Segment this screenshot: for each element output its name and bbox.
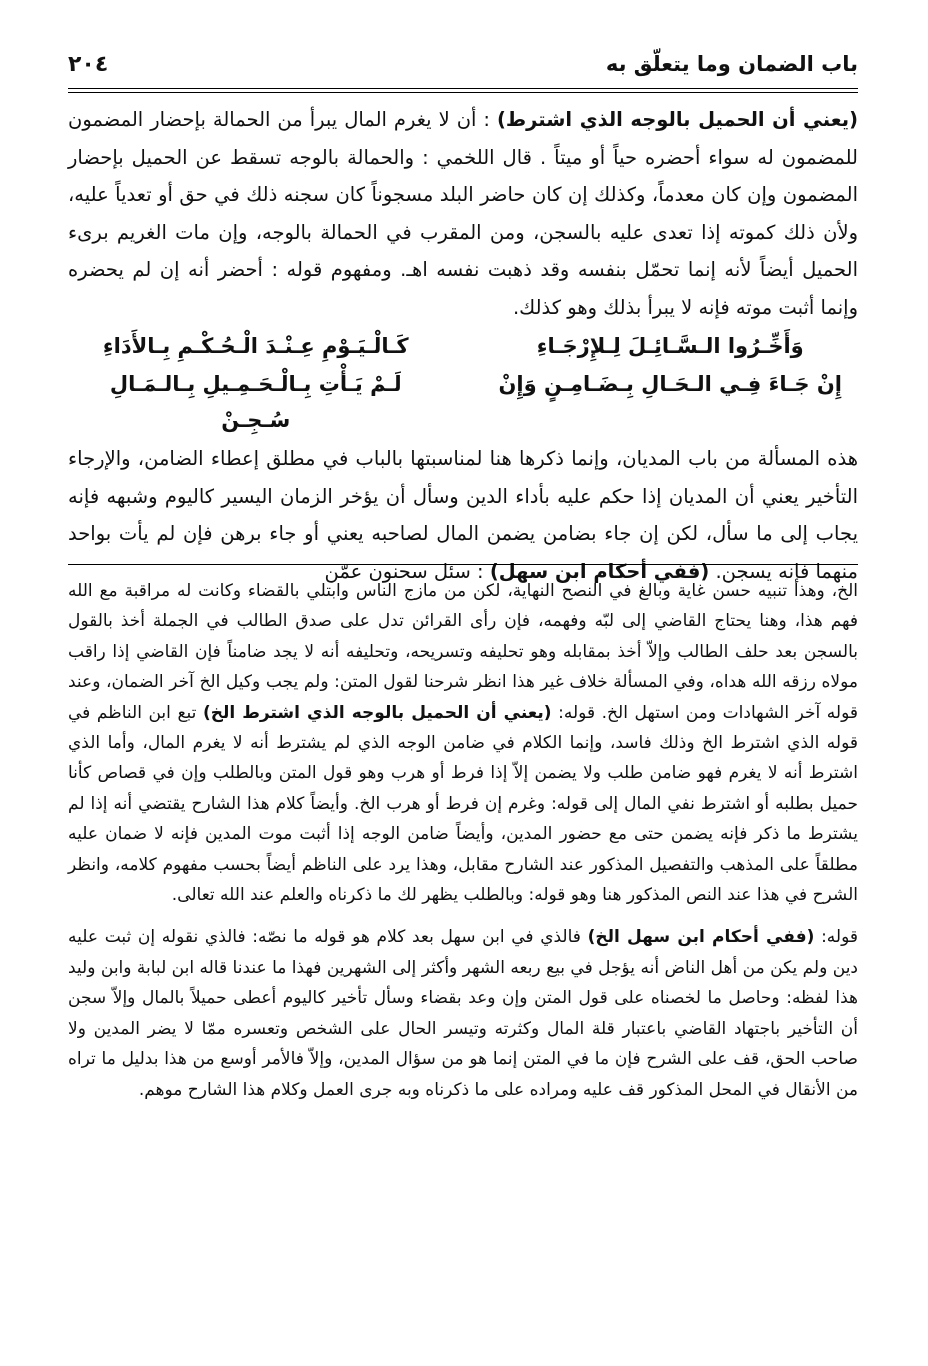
bold-phrase: (يعني أن الحميل بالوجه الذي اشترط) bbox=[497, 108, 858, 131]
body-paragraph-2 bbox=[68, 440, 858, 590]
footnotes bbox=[68, 576, 858, 1105]
running-header bbox=[68, 52, 858, 88]
footnote-text: تبع ابن الناظم في قوله الذي اشترط الخ وذلك فاسد، وإنما الكلام في ضامن الوجه الذي لم يشترط أنه لا يغرم المال، وأما الذي اشترط أنه لا يغرم فهو ضامن طلب ولا يضمن إلاّ إذا فرط أو هرب وهو قول المتن وبالطلب وإن في قصاص كأنا حميل بطلبه أو اشترط نفي المال إلى قوله: وغرم إن فرط أو هرب الخ. وأيضاً كلام هذا الشارح يقتضي أنه إذا لم يشترط ما ذكر فإنه يضمن حتى مع حضور المدين، وأيضاً ضامن الوجه إذا أثبت موت المدين فإنه لا ضمان عليه مطلقاً على المذهب والتفصيل المذكور عند الشارح مقابل، وهذا يرد على الناظم أيضاً بحسب مفهوم كلامه، وانظر الشرح في هذا عند النص المذكور هنا وهو قوله: وبالطلب يظهر لك ما ذكرناه والعلم عند الله تعالى. bbox=[68, 702, 858, 906]
footnote-separator bbox=[68, 564, 858, 565]
footnote-lead: قوله: bbox=[821, 927, 859, 948]
body-paragraph-1 bbox=[68, 101, 858, 326]
paragraph-text: : أن لا يغرم المال يبرأ من الحمالة بإحضار المضمون للمضمون له سواء أحضره حياً أو ميتاً . قال اللخمي : والحمالة بالوجه تسقط عن الحميل بإحضار المضمون وإن كان معدماً، وكذلك إن كان حاضر البلد مسجوناً كان سجنه ذلك في حق أو تعدياً عليه، ولأن ذلك كموته إذا تعدى عليه بالسجن، ومن المقرب في الحمالة بالوجه، وإن مات الغريم برىء الحميل أيضاً لأنه إنما تحمّل بنفسه وقد ذهبت نفسه اهـ. ومفهوم قوله : أحضر أنه إن لم يحضره وإنما أثبت موته فإنه لا يبرأ بذلك وهو كذلك. bbox=[68, 108, 858, 319]
bold-phrase: (يعني أن الحميل بالوجه الذي اشترط الخ) bbox=[202, 702, 552, 723]
verse-hemistich-left: لَـمْ يَـأْتِ بِـالْـحَـمِـيلِ بِـالـمَـالِ سُـجِـنْ bbox=[109, 372, 402, 432]
footnote-2 bbox=[68, 922, 858, 1104]
footnote-text: فالذي في ابن سهل بعد كلام هو قوله ما نصّه: فالذي نقوله إن ثبت عليه دين ولم يكن من أهل الناض أنه يؤجل في بيع ربعه الشهر وأكثر إلى الشهرين فهذا ما عندنا قاله ابن لبابة وابن وليد هذا لفظه: وحاصل ما لخصناه على قول المتن وإن وعد بقضاء وسأل تأخير كاليوم أعطى حميلاً بالمال وإلاّ سجن أن التأخير باجتهاد القاضي باعتبار قلة المال وكثرته وتيسر الحال على الشخص وتعسره ممّا لا يضر المدين ولا صاحب الحق، قف على الشرح فإن ما في المتن إنما هو من سؤال المدين، وإلاّ فالأمر أوسع من هذا بدليل ما تراه من الأنقال في المحل المذكور قف عليه ومراده على ما ذكرناه وبه جرى العمل وكلام هذا الشارح موهم. bbox=[68, 927, 858, 1100]
paragraph-text: هذه المسألة من باب المديان، وإنما ذكرها هنا لمناسبتها بالباب في مطلق إعطاء الضامن، والإرجاء التأخير يعني أن المديان إذا حكم عليه بأداء الدين وسأل أن يؤخر الزمان اليسير كاليوم وشبهه فإنه يجاب إلى ما سأل، لكن إن جاء بضامن يضمن المال لصاحبه يعني أو جاء برهن فإن لم يأت بواحد منهما فإنه يسجن. bbox=[68, 447, 858, 583]
chapter-title: باب الضمان وما يتعلّق به bbox=[605, 52, 858, 76]
verse-line-2 bbox=[72, 366, 854, 438]
page-number: ٢٠٤ bbox=[68, 52, 109, 77]
footnote-text: الخ، وهذا تنبيه حسن غاية وبالغ في النصح النهاية، لكن من مازج الناس وابتلي بالقضاء وكانت له مراقبة مع الله فهم هذا، وهنا يحتاج القاضي إلى لبّه وفهمه، فإن رأى القرائن تدل على صدق الطالب في الجملة أخذ بالقول بالسجن بعد حلف الطالب وإلاّ أخذ بمقابله وهو تحليفه وتسريحه، وتحليفه أنه لا يجد ضامناً فإن القاضي إذا راقب مولاه رزقه الله هداه، وفي المسألة خلاف غير هذا انظر شرحنا لقول المتن: ولم يجب وكيل الخ آخر الضمان، وعند قوله آخر الشهادات ومن استهل الخ. قوله: bbox=[68, 581, 859, 723]
footnote-1 bbox=[68, 576, 858, 910]
bold-phrase: (ففي أحكام ابن سهل الخ) bbox=[587, 927, 815, 948]
page bbox=[68, 52, 858, 590]
bold-phrase: (ففي أحكام ابن سهل) bbox=[489, 559, 710, 583]
verse-line-1 bbox=[72, 328, 854, 364]
verse-hemistich-right: إِنْ جَـاءَ فِـي الـحَـالِ بِـضَـامِـنٍ وَإِنْ bbox=[498, 372, 842, 396]
verse-hemistich-right: وَأَخِّـرُوا الـسَّـائِـلَ لِـلإِرْجَـاءِ bbox=[536, 334, 804, 358]
paragraph-tail: : سئل سحنون عمّن bbox=[324, 559, 484, 583]
header-rule bbox=[68, 88, 858, 93]
verse-hemistich-left: كَـالْـيَـوْمِ عِـنْـدَ الْـحُـكْـمِ بِـالأَدَاءِ bbox=[102, 334, 409, 358]
